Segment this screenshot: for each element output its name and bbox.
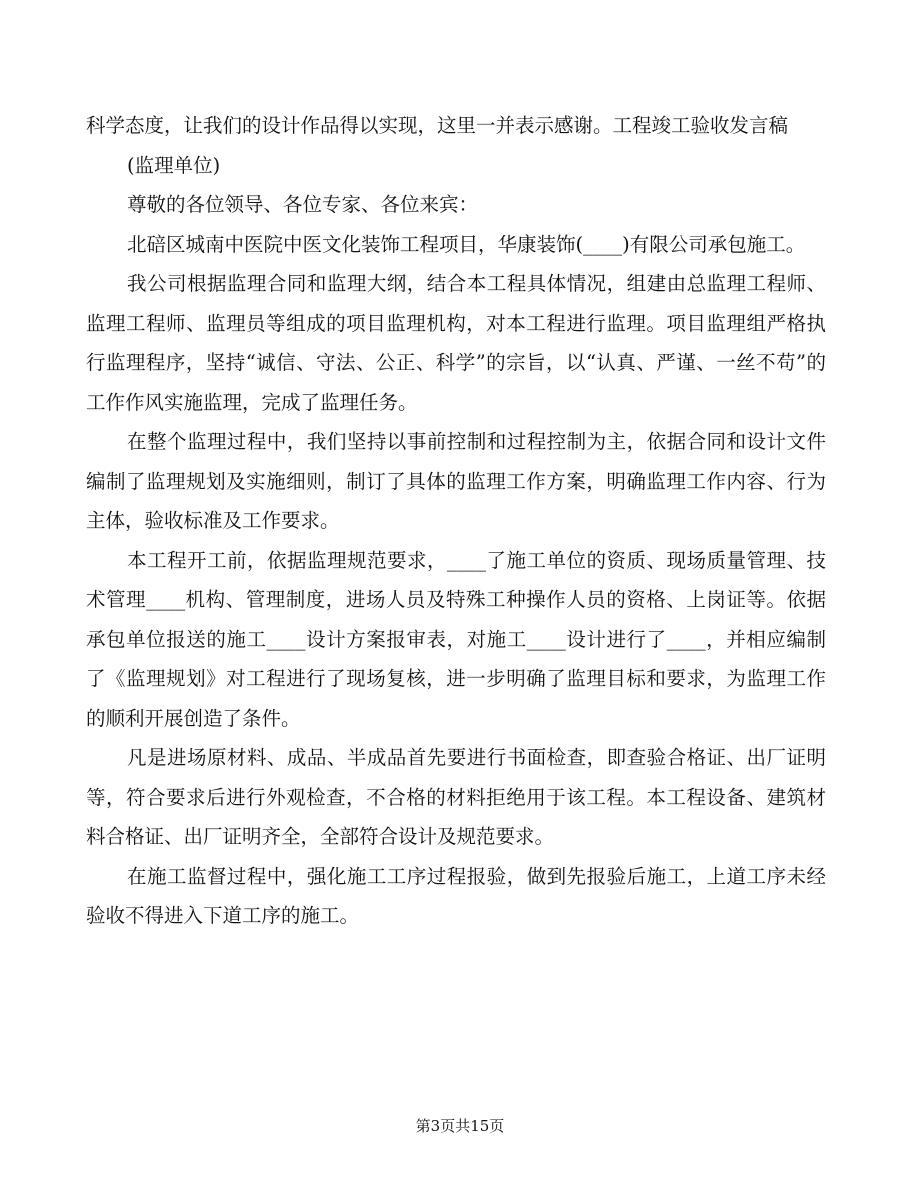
page-number-footer: 第3页共15页 bbox=[415, 1117, 505, 1135]
paragraph-supervisor-unit: (监理单位) bbox=[127, 153, 221, 177]
paragraph-greeting: 尊敬的各位领导、各位专家、各位来宾： bbox=[127, 193, 479, 216]
document-body bbox=[86, 106, 826, 936]
paragraph-project-intro: 北碚区城南中医院中医文化装饰工程项目，华康装饰(____)有限公司承包施工。 bbox=[127, 232, 806, 256]
paragraph-material-inspection: 凡是进场原材料、成品、半成品首先要进行书面检查，即查验合格证、出厂证明等，符合要求后进行外观检查，不合格的材料拒绝用于该工程。本工程设备、建筑材料合格证、出厂证明齐全，全部符合设计及规范要求。 bbox=[86, 746, 826, 848]
paragraph-supervision-process: 在整个监理过程中，我们坚持以事前控制和过程控制为主，依据合同和设计文件编制了监理规划及实施细则，制订了具体的监理工作方案，明确监理工作内容、行为主体，验收标准及工作要求。 bbox=[86, 430, 826, 532]
paragraph-pre-construction: 本工程开工前，依据监理规范要求，____了施工单位的资质、现场质量管理、技术管理____机构、管理制度，进场人员及特殊工种操作人员的资格、上岗证等。依据承包单位报送的施工____设计方案报审表，对施工____设计进行了____，并相应编制了《监理规划》对工程进行了现场复核，进一步明确了监理目标和要求，为监理工作的顺利开展创造了条件。 bbox=[86, 548, 826, 730]
paragraph-continuation: 科学态度，让我们的设计作品得以实现，这里一并表示感谢。工程竣工验收发言稿 bbox=[86, 114, 789, 137]
paragraph-process-inspection: 在施工监督过程中，强化施工工序过程报验，做到先报验后施工，上道工序未经验收不得进入下道工序的施工。 bbox=[86, 864, 826, 927]
paragraph-supervision-organization: 我公司根据监理合同和监理大纲，结合本工程具体情况，组建由总监理工程师、监理工程师、监理员等组成的项目监理机构，对本工程进行监理。项目监理组严格执行监理程序，坚持“诚信、守法、公正、科学”的宗旨，以“认真、严谨、一丝不苟”的工作作风实施监理，完成了监理任务。 bbox=[86, 272, 826, 414]
